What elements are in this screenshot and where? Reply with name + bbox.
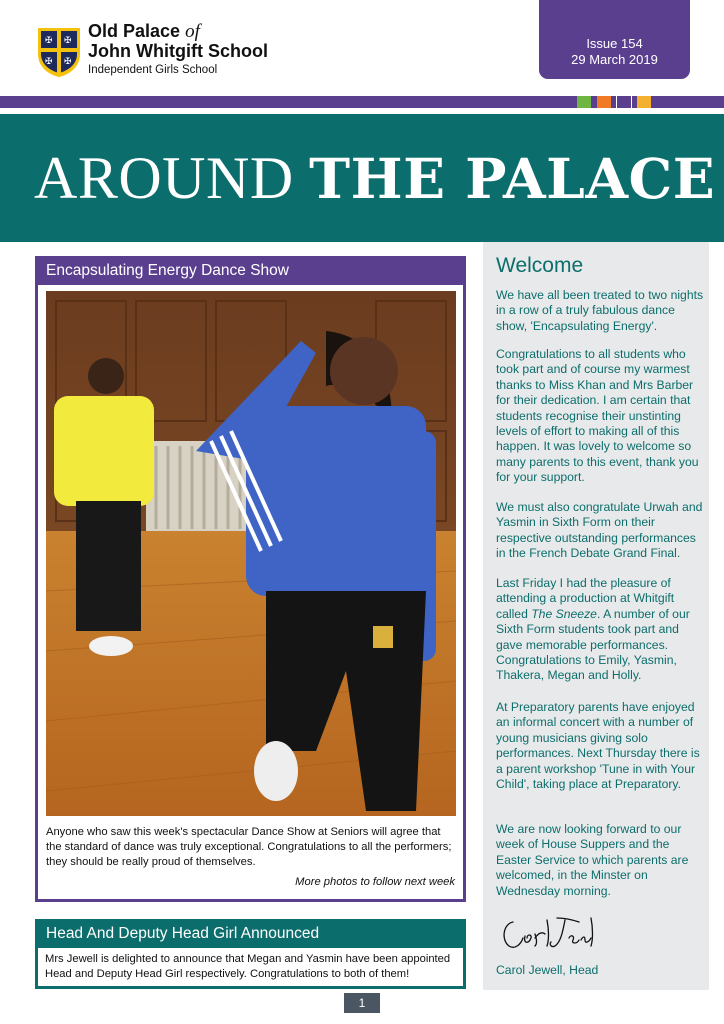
orange-square <box>597 96 611 108</box>
masthead-title <box>34 144 715 213</box>
dance-caption: Anyone who saw this week's spectacular Dance Show at Seniors will agree that the standard of dance was truly exceptional. Congratulations to all the performers; they should be really proud of themselves. <box>46 826 452 868</box>
welcome-column <box>483 242 709 990</box>
school-name-line1: Old Palace <box>88 21 186 41</box>
green-square <box>577 96 591 108</box>
issue-date: 29 March 2019 <box>571 52 658 67</box>
school-subtitle: Independent Girls School <box>88 63 218 76</box>
masthead-title-bold: THE PALACE <box>309 146 716 211</box>
color-squares <box>577 96 651 108</box>
welcome-paragraph-4-start: Last Friday I had the pleasure of attending a production at Whitgift called <box>496 576 675 621</box>
masthead-banner <box>0 114 724 242</box>
welcome-paragraph-4-end: . A number of our Sixth Form students took part and gave memorable performances. Congratulations to Emily, Yasmin, Thakera, Megan and Holly. <box>496 606 690 683</box>
dance-article <box>35 256 466 902</box>
school-name-of: of <box>185 21 200 42</box>
dance-photo <box>46 291 456 816</box>
school-name <box>88 22 268 76</box>
issue-number: Issue 154 <box>586 36 643 51</box>
svg-text:✠: ✠ <box>45 36 53 46</box>
welcome-paragraph-4 <box>496 576 706 684</box>
svg-text:✠: ✠ <box>45 57 53 67</box>
dance-more-photos-note: More photos to follow next week <box>295 876 455 888</box>
yellow-square <box>637 96 651 108</box>
welcome-paragraph-5: At Preparatory parents have enjoyed an informal concert with a number of young musicians giving solo performances. Next Thursday there is a parent workshop 'Tune in with Your Child', taking place at Preparatory. <box>496 700 700 792</box>
dance-article-heading: Encapsulating Energy Dance Show <box>38 259 463 285</box>
welcome-paragraph-3: We must also congratulate Urwah and Yasmin in Sixth Form on their respective outstanding performances in the French Debate Grand Final. <box>496 500 703 561</box>
welcome-signoff: Carol Jewell, Head <box>496 963 599 977</box>
handwritten-signature <box>499 910 599 956</box>
school-crest-logo <box>36 26 82 78</box>
welcome-paragraph-1: We have all been treated to two nights in a row of a truly fabulous dance show, 'Encapsulating Energy'. <box>496 288 704 333</box>
svg-text:✠: ✠ <box>64 57 72 67</box>
school-name-line2: John Whitgift School <box>88 40 268 61</box>
issue-tab <box>539 0 690 79</box>
masthead-title-light: AROUND <box>34 145 310 211</box>
head-girl-article <box>35 919 466 989</box>
head-girl-heading: Head And Deputy Head Girl Announced <box>38 922 463 948</box>
welcome-paragraph-2: Congratulations to all students who took part and of course my warmest thanks to Miss Khan and Mrs Barber for their dedication. I am certain that students recognise their unstinting levels of effort to making all of this happen. It was lovely to welcome so many parents to this event, thank you for your support. <box>496 347 699 485</box>
welcome-title: Welcome <box>496 254 584 277</box>
production-title: The Sneeze <box>531 606 597 621</box>
head-girl-text: Mrs Jewell is delighted to announce that Megan and Yasmin have been appointed Head and Deputy Head Girl respectively. Congratulations to both of them! <box>45 953 451 980</box>
page-number: 1 <box>344 993 380 1013</box>
purple-square <box>617 96 631 108</box>
svg-text:✠: ✠ <box>64 36 72 46</box>
welcome-paragraph-6: We are now looking forward to our week of House Suppers and the Easter Service to which parents are welcomed, in the Minster on Wednesday morning. <box>496 822 689 898</box>
